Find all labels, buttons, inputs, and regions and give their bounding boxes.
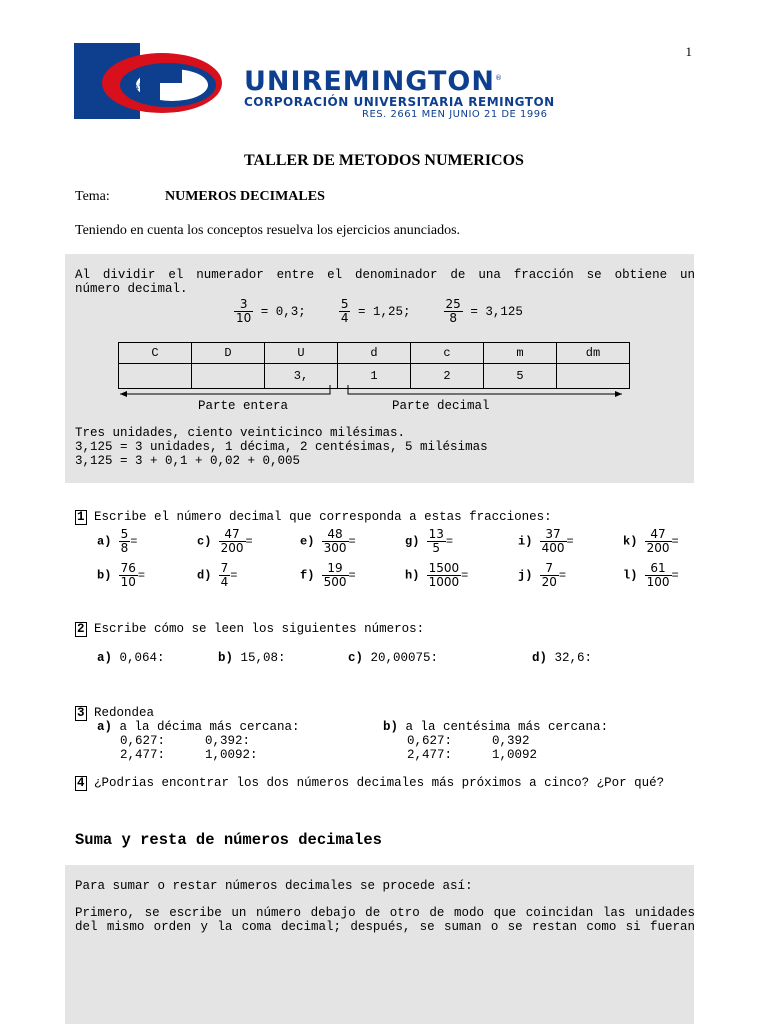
- equals-sign: =: [245, 534, 253, 549]
- exercise-1-item: [623, 528, 679, 555]
- item-label: i): [518, 534, 533, 549]
- parts-bracket-icon: [118, 384, 638, 402]
- tema-label: Tema:: [75, 189, 110, 204]
- exercise-text: Escribe el número decimal que corresponda a estas fracciones:: [94, 510, 552, 524]
- logo-year: 1915: [134, 79, 152, 92]
- table-header-cell: C: [119, 343, 192, 364]
- item-label: b): [97, 568, 112, 583]
- exercise-1-item: [97, 562, 145, 589]
- exercise-2-item: a) 0,064:: [97, 651, 165, 665]
- example-result: = 0,3;: [260, 304, 306, 319]
- section2-line2: Primero, se escribe un número debajo de otro de modo que coincidan las unidades: [75, 906, 695, 920]
- table-header-cell: m: [484, 343, 557, 364]
- exercise-3b-row: 1,0092: [492, 748, 538, 762]
- exercise-number: 4: [77, 776, 85, 790]
- item-label: d): [197, 568, 212, 583]
- item-fraction: $\frac{19}{500}$: [323, 561, 347, 589]
- table-header-cell: U: [265, 343, 338, 364]
- item-fraction: $\frac{1500}{1000}$: [428, 561, 460, 589]
- exercise-1-item: [300, 562, 356, 589]
- equals-sign: =: [671, 568, 679, 583]
- concept-line4: 3,125 = 3 unidades, 1 décima, 2 centésimas, 5 milésimas: [75, 440, 488, 454]
- concept-line5: 3,125 = 3 + 0,1 + 0,02 + 0,005: [75, 454, 301, 468]
- example-fraction: $\frac{5}{4}$: [340, 297, 349, 325]
- exercise-3b-row: 0,627:: [407, 734, 453, 748]
- table-header-cell: c: [411, 343, 484, 364]
- place-value-table: [118, 342, 630, 389]
- page-number: 1: [685, 44, 692, 59]
- item-fraction: $\frac{47}{200}$: [646, 527, 670, 555]
- exercise-1-item: [405, 528, 453, 555]
- exercise-3a-row: 0,627:: [120, 734, 166, 748]
- parte-entera-label: Parte entera: [198, 399, 289, 413]
- item-fraction: $\frac{5}{8}$: [120, 527, 129, 555]
- concept-line3: Tres unidades, ciento veinticinco milésimas.: [75, 426, 406, 440]
- concept-line2: número decimal.: [75, 282, 188, 296]
- table-header-cell: dm: [557, 343, 630, 364]
- item-label: a): [97, 534, 112, 549]
- exercise-1-item: [197, 562, 237, 589]
- exercise-3a-row: 1,0092:: [205, 748, 258, 762]
- table-value-cell: 1: [338, 364, 411, 389]
- example-fraction: $\frac{25}{8}$: [445, 297, 461, 325]
- table-header-cell: D: [192, 343, 265, 364]
- equals-sign: =: [566, 534, 574, 549]
- exercise-number: 3: [77, 706, 85, 720]
- item-fraction: $\frac{48}{300}$: [323, 527, 347, 555]
- equals-sign: =: [348, 534, 356, 549]
- exercise-number: 1: [77, 510, 85, 524]
- item-label: j): [518, 568, 533, 583]
- concept-examples: [234, 298, 523, 325]
- section-heading: Suma y resta de números decimales: [75, 831, 382, 849]
- item-fraction: $\frac{76}{10}$: [120, 561, 136, 589]
- example-result: = 3,125: [470, 304, 523, 319]
- brand-block: [244, 64, 555, 121]
- exercise-3b-row: 2,477:: [407, 748, 453, 762]
- exercise-1-item: [197, 528, 253, 555]
- item-label: e): [300, 534, 315, 549]
- equals-sign: =: [230, 568, 238, 583]
- exercise-3a-row: 2,477:: [120, 748, 166, 762]
- item-label: k): [623, 534, 638, 549]
- section2-line1: Para sumar o restar números decimales se procede así:: [75, 879, 473, 893]
- item-label: f): [300, 568, 315, 583]
- exercise-1-item: [97, 528, 137, 555]
- brand-subtitle: CORPORACIÓN UNIVERSITARIA REMINGTON: [244, 95, 555, 109]
- item-fraction: $\frac{47}{200}$: [220, 527, 244, 555]
- item-label: l): [623, 568, 638, 583]
- tema-value: NUMEROS DECIMALES: [165, 189, 325, 204]
- item-label: g): [405, 534, 420, 549]
- item-fraction: $\frac{37}{400}$: [541, 527, 565, 555]
- exercise-1-item: [518, 528, 574, 555]
- exercise-3a-row: 0,392:: [205, 734, 251, 748]
- equals-sign: =: [137, 568, 146, 583]
- parte-decimal-label: Parte decimal: [392, 399, 490, 413]
- item-fraction: $\frac{13}{5}$: [428, 527, 444, 555]
- table-value-cell: 2: [411, 364, 484, 389]
- section2-line3: del mismo orden y la coma decimal; después, se suman o se restan como si fueran: [75, 920, 695, 934]
- exercise-text: ¿Podrias encontrar los dos números decimales más próximos a cinco? ¿Por qué?: [94, 776, 665, 790]
- equals-sign: =: [348, 568, 356, 583]
- exercise-1-item: [300, 528, 356, 555]
- exercise-number: 2: [77, 622, 85, 636]
- uniremington-logo-icon: [74, 43, 244, 123]
- equals-sign: =: [461, 568, 469, 583]
- exercise-4-heading: [75, 776, 664, 791]
- example-fraction: $\frac{3}{10}$: [236, 297, 252, 325]
- page-title: TALLER DE METODOS NUMERICOS: [244, 152, 524, 169]
- exercise-1-item: [623, 562, 679, 589]
- equals-sign: =: [558, 568, 567, 583]
- exercise-3b-row: 0,392: [492, 734, 530, 748]
- table-header-cell: d: [338, 343, 411, 364]
- exercise-1-item: [405, 562, 468, 589]
- brand-name: UNIREMINGTON®: [244, 66, 503, 97]
- exercise-2-item: d) 32,6:: [532, 651, 593, 665]
- equals-sign: =: [445, 534, 454, 549]
- exercise-3-heading: [75, 706, 154, 721]
- equals-sign: =: [671, 534, 679, 549]
- table-value-cell: 3,: [265, 364, 338, 389]
- exercise-1-heading: [75, 510, 552, 525]
- item-fraction: $\frac{61}{100}$: [646, 561, 670, 589]
- item-label: h): [405, 568, 420, 583]
- item-fraction: $\frac{7}{4}$: [220, 561, 229, 589]
- item-fraction: $\frac{7}{20}$: [541, 561, 557, 589]
- equals-sign: =: [130, 534, 138, 549]
- concept-line1: Al dividir el numerador entre el denominador de una fracción se obtiene un: [75, 268, 695, 282]
- exercise-3a-heading: a) a la décima más cercana:: [97, 720, 300, 734]
- exercise-2-heading: [75, 622, 424, 637]
- intro-text: Teniendo en cuenta los conceptos resuelva los ejercicios anunciados.: [75, 223, 461, 238]
- exercise-2-item: b) 15,08:: [218, 651, 286, 665]
- exercise-3b-heading: b) a la centésima más cercana:: [383, 720, 609, 734]
- exercise-text: Redondea: [94, 706, 155, 720]
- exercise-2-item: c) 20,00075:: [348, 651, 439, 665]
- example-result: = 1,25;: [358, 304, 411, 319]
- exercise-1-item: [518, 562, 566, 589]
- brand-resolution: RES. 2661 MEN JUNIO 21 DE 1996: [362, 109, 548, 120]
- table-value-cell: 5: [484, 364, 557, 389]
- exercise-text: Escribe cómo se leen los siguientes números:: [94, 622, 425, 636]
- place-value-header-row: [119, 343, 630, 364]
- item-label: c): [197, 534, 212, 549]
